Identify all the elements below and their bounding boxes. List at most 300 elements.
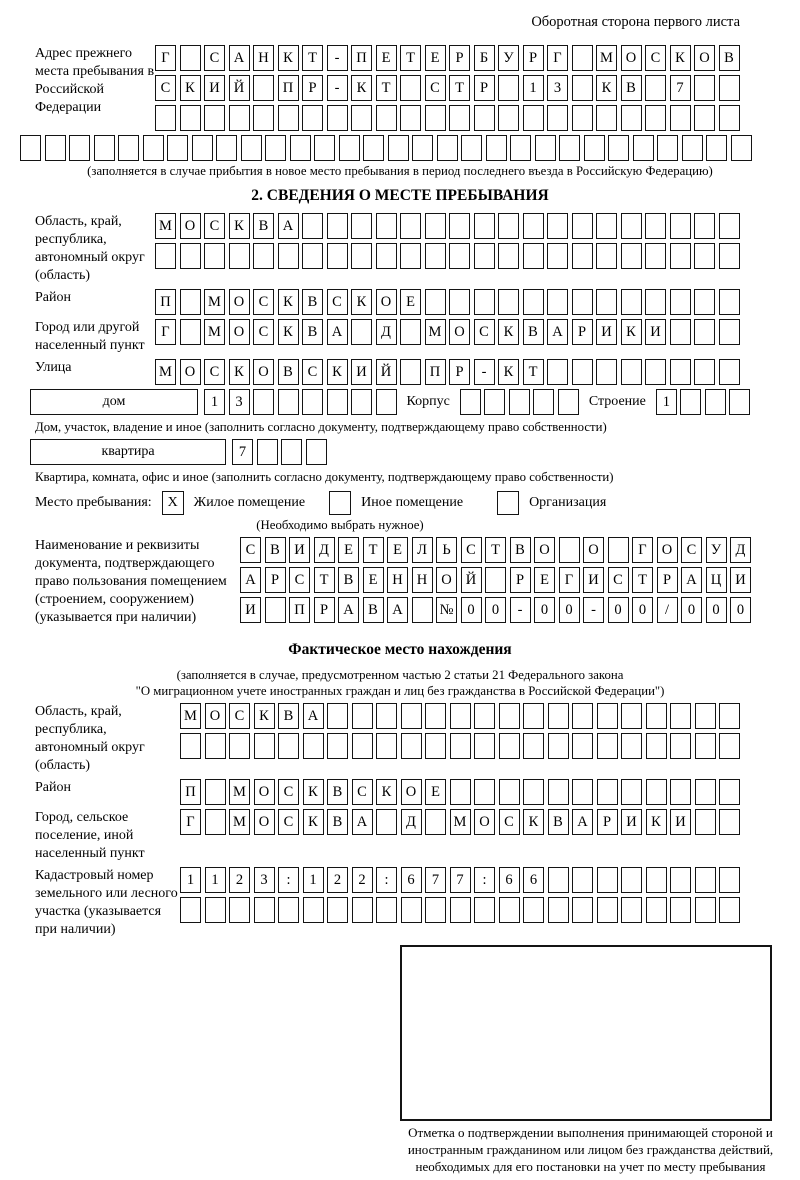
char-cell[interactable]: 7: [670, 75, 691, 101]
char-cell[interactable]: [484, 389, 505, 415]
char-cell[interactable]: [351, 389, 372, 415]
char-cell[interactable]: [670, 703, 691, 729]
char-cell[interactable]: [400, 319, 421, 345]
char-cell[interactable]: Т: [314, 567, 335, 593]
char-cell[interactable]: [45, 135, 66, 161]
char-cell[interactable]: [572, 867, 593, 893]
char-cell[interactable]: К: [229, 213, 250, 239]
char-cell[interactable]: [460, 389, 481, 415]
char-cell[interactable]: Р: [314, 597, 335, 623]
char-cell[interactable]: [278, 897, 299, 923]
char-cell[interactable]: М: [425, 319, 446, 345]
char-cell[interactable]: А: [229, 45, 250, 71]
char-cell[interactable]: [695, 703, 716, 729]
char-cell[interactable]: С: [425, 75, 446, 101]
char-cell[interactable]: К: [621, 319, 642, 345]
char-cell[interactable]: Г: [632, 537, 653, 563]
char-cell[interactable]: Д: [376, 319, 397, 345]
char-cell[interactable]: [645, 105, 666, 131]
char-cell[interactable]: [621, 289, 642, 315]
char-cell[interactable]: О: [253, 359, 274, 385]
char-cell[interactable]: [363, 135, 384, 161]
char-cell[interactable]: [547, 359, 568, 385]
char-cell[interactable]: А: [327, 319, 348, 345]
char-cell[interactable]: [645, 289, 666, 315]
char-cell[interactable]: [351, 319, 372, 345]
char-cell[interactable]: [670, 105, 691, 131]
char-cell[interactable]: С: [278, 809, 299, 835]
char-cell[interactable]: [548, 733, 569, 759]
char-cell[interactable]: [303, 733, 324, 759]
char-cell[interactable]: Е: [387, 537, 408, 563]
char-cell[interactable]: [278, 733, 299, 759]
char-cell[interactable]: В: [302, 319, 323, 345]
char-cell[interactable]: [523, 243, 544, 269]
char-cell[interactable]: А: [338, 597, 359, 623]
char-cell[interactable]: [608, 135, 629, 161]
char-cell[interactable]: [670, 319, 691, 345]
char-cell[interactable]: О: [657, 537, 678, 563]
char-cell[interactable]: [265, 597, 286, 623]
char-cell[interactable]: [306, 439, 327, 465]
char-cell[interactable]: Е: [534, 567, 555, 593]
char-cell[interactable]: [180, 289, 201, 315]
char-cell[interactable]: [572, 779, 593, 805]
char-cell[interactable]: [449, 243, 470, 269]
char-cell[interactable]: [597, 703, 618, 729]
char-cell[interactable]: [548, 897, 569, 923]
char-cell[interactable]: [621, 243, 642, 269]
char-cell[interactable]: [719, 733, 740, 759]
char-cell[interactable]: В: [327, 779, 348, 805]
char-cell[interactable]: [302, 213, 323, 239]
char-cell[interactable]: О: [436, 567, 457, 593]
char-cell[interactable]: М: [229, 809, 250, 835]
char-cell[interactable]: [205, 809, 226, 835]
char-cell[interactable]: К: [351, 75, 372, 101]
char-cell[interactable]: [670, 243, 691, 269]
char-cell[interactable]: [327, 105, 348, 131]
char-cell[interactable]: [257, 439, 278, 465]
char-cell[interactable]: И: [596, 319, 617, 345]
char-cell[interactable]: 6: [499, 867, 520, 893]
char-cell[interactable]: [523, 897, 544, 923]
char-cell[interactable]: И: [645, 319, 666, 345]
char-cell[interactable]: И: [730, 567, 751, 593]
char-cell[interactable]: К: [596, 75, 617, 101]
char-cell[interactable]: [731, 135, 752, 161]
char-cell[interactable]: В: [302, 289, 323, 315]
char-cell[interactable]: [180, 45, 201, 71]
char-cell[interactable]: [523, 213, 544, 239]
char-cell[interactable]: Й: [229, 75, 250, 101]
char-cell[interactable]: [621, 703, 642, 729]
char-cell[interactable]: О: [254, 779, 275, 805]
char-cell[interactable]: Р: [302, 75, 323, 101]
char-cell[interactable]: Р: [449, 359, 470, 385]
char-cell[interactable]: [205, 897, 226, 923]
char-cell[interactable]: В: [338, 567, 359, 593]
char-cell[interactable]: Т: [449, 75, 470, 101]
char-cell[interactable]: В: [548, 809, 569, 835]
char-cell[interactable]: С: [461, 537, 482, 563]
char-cell[interactable]: [253, 389, 274, 415]
char-cell[interactable]: Е: [376, 45, 397, 71]
char-cell[interactable]: Р: [510, 567, 531, 593]
char-cell[interactable]: Т: [485, 537, 506, 563]
char-cell[interactable]: С: [204, 213, 225, 239]
char-cell[interactable]: П: [180, 779, 201, 805]
char-cell[interactable]: [327, 389, 348, 415]
char-cell[interactable]: В: [278, 703, 299, 729]
char-cell[interactable]: [180, 733, 201, 759]
char-cell[interactable]: [498, 75, 519, 101]
char-cell[interactable]: :: [278, 867, 299, 893]
char-cell[interactable]: [572, 243, 593, 269]
char-cell[interactable]: [559, 537, 580, 563]
char-cell[interactable]: [670, 213, 691, 239]
char-cell[interactable]: [646, 867, 667, 893]
char-cell[interactable]: [547, 105, 568, 131]
char-cell[interactable]: [719, 213, 740, 239]
char-cell[interactable]: [694, 75, 715, 101]
char-cell[interactable]: [450, 703, 471, 729]
char-cell[interactable]: [547, 213, 568, 239]
char-cell[interactable]: К: [498, 359, 519, 385]
char-cell[interactable]: [729, 389, 750, 415]
char-cell[interactable]: И: [583, 567, 604, 593]
char-cell[interactable]: [695, 809, 716, 835]
char-cell[interactable]: О: [229, 289, 250, 315]
char-cell[interactable]: [302, 243, 323, 269]
char-cell[interactable]: [351, 105, 372, 131]
char-cell[interactable]: [229, 243, 250, 269]
char-cell[interactable]: [180, 243, 201, 269]
char-cell[interactable]: Т: [523, 359, 544, 385]
char-cell[interactable]: 1: [205, 867, 226, 893]
char-cell[interactable]: Г: [559, 567, 580, 593]
char-cell[interactable]: О: [449, 319, 470, 345]
char-cell[interactable]: Н: [412, 567, 433, 593]
char-cell[interactable]: 3: [547, 75, 568, 101]
char-cell[interactable]: [253, 243, 274, 269]
char-cell[interactable]: 0: [706, 597, 727, 623]
char-cell[interactable]: М: [180, 703, 201, 729]
char-cell[interactable]: [281, 439, 302, 465]
char-cell[interactable]: [559, 135, 580, 161]
char-cell[interactable]: [94, 135, 115, 161]
char-cell[interactable]: К: [303, 809, 324, 835]
char-cell[interactable]: [719, 75, 740, 101]
char-cell[interactable]: Г: [155, 319, 176, 345]
char-cell[interactable]: [376, 733, 397, 759]
char-cell[interactable]: [352, 703, 373, 729]
char-cell[interactable]: [645, 359, 666, 385]
char-cell[interactable]: [657, 135, 678, 161]
char-cell[interactable]: [400, 75, 421, 101]
char-cell[interactable]: О: [534, 537, 555, 563]
char-cell[interactable]: [204, 105, 225, 131]
char-cell[interactable]: [670, 897, 691, 923]
char-cell[interactable]: [205, 733, 226, 759]
char-cell[interactable]: [680, 389, 701, 415]
char-cell[interactable]: [425, 733, 446, 759]
char-cell[interactable]: [425, 105, 446, 131]
char-cell[interactable]: О: [254, 809, 275, 835]
checkbox-residential[interactable]: X: [162, 491, 184, 515]
char-cell[interactable]: [241, 135, 262, 161]
char-cell[interactable]: [327, 897, 348, 923]
char-cell[interactable]: П: [289, 597, 310, 623]
char-cell[interactable]: К: [278, 45, 299, 71]
char-cell[interactable]: [499, 897, 520, 923]
char-cell[interactable]: [695, 897, 716, 923]
char-cell[interactable]: Е: [425, 45, 446, 71]
char-cell[interactable]: [412, 597, 433, 623]
char-cell[interactable]: Н: [253, 45, 274, 71]
char-cell[interactable]: 1: [180, 867, 201, 893]
char-cell[interactable]: -: [474, 359, 495, 385]
char-cell[interactable]: С: [240, 537, 261, 563]
char-cell[interactable]: [510, 135, 531, 161]
char-cell[interactable]: Р: [597, 809, 618, 835]
char-cell[interactable]: 1: [656, 389, 677, 415]
char-cell[interactable]: [498, 105, 519, 131]
char-cell[interactable]: [523, 703, 544, 729]
char-cell[interactable]: [180, 319, 201, 345]
char-cell[interactable]: 0: [485, 597, 506, 623]
char-cell[interactable]: [290, 135, 311, 161]
char-cell[interactable]: Ь: [436, 537, 457, 563]
char-cell[interactable]: В: [265, 537, 286, 563]
char-cell[interactable]: [474, 243, 495, 269]
char-cell[interactable]: 1: [303, 867, 324, 893]
char-cell[interactable]: П: [155, 289, 176, 315]
char-cell[interactable]: С: [681, 537, 702, 563]
char-cell[interactable]: [498, 289, 519, 315]
char-cell[interactable]: К: [278, 289, 299, 315]
checkbox-organization[interactable]: [497, 491, 519, 515]
char-cell[interactable]: [327, 213, 348, 239]
char-cell[interactable]: [621, 105, 642, 131]
char-cell[interactable]: О: [180, 213, 201, 239]
checkbox-other-premises[interactable]: [329, 491, 351, 515]
char-cell[interactable]: Г: [547, 45, 568, 71]
char-cell[interactable]: [646, 779, 667, 805]
char-cell[interactable]: [449, 289, 470, 315]
char-cell[interactable]: 2: [229, 867, 250, 893]
char-cell[interactable]: С: [474, 319, 495, 345]
char-cell[interactable]: 6: [401, 867, 422, 893]
char-cell[interactable]: Й: [461, 567, 482, 593]
char-cell[interactable]: [499, 703, 520, 729]
char-cell[interactable]: Н: [387, 567, 408, 593]
char-cell[interactable]: У: [498, 45, 519, 71]
char-cell[interactable]: [719, 867, 740, 893]
char-cell[interactable]: [621, 897, 642, 923]
char-cell[interactable]: [670, 289, 691, 315]
char-cell[interactable]: [204, 243, 225, 269]
char-cell[interactable]: [547, 243, 568, 269]
char-cell[interactable]: [461, 135, 482, 161]
char-cell[interactable]: А: [240, 567, 261, 593]
char-cell[interactable]: [694, 359, 715, 385]
char-cell[interactable]: [499, 733, 520, 759]
char-cell[interactable]: [254, 897, 275, 923]
char-cell[interactable]: [205, 779, 226, 805]
char-cell[interactable]: [155, 105, 176, 131]
char-cell[interactable]: 3: [229, 389, 250, 415]
char-cell[interactable]: [719, 319, 740, 345]
char-cell[interactable]: [719, 779, 740, 805]
char-cell[interactable]: [608, 537, 629, 563]
char-cell[interactable]: О: [229, 319, 250, 345]
char-cell[interactable]: М: [229, 779, 250, 805]
char-cell[interactable]: С: [327, 289, 348, 315]
char-cell[interactable]: К: [646, 809, 667, 835]
char-cell[interactable]: [400, 213, 421, 239]
char-cell[interactable]: [535, 135, 556, 161]
char-cell[interactable]: [694, 213, 715, 239]
char-cell[interactable]: [278, 243, 299, 269]
char-cell[interactable]: [216, 135, 237, 161]
char-cell[interactable]: [695, 867, 716, 893]
char-cell[interactable]: С: [229, 703, 250, 729]
char-cell[interactable]: 2: [352, 867, 373, 893]
char-cell[interactable]: [486, 135, 507, 161]
char-cell[interactable]: П: [278, 75, 299, 101]
char-cell[interactable]: Д: [401, 809, 422, 835]
char-cell[interactable]: :: [376, 867, 397, 893]
char-cell[interactable]: /: [657, 597, 678, 623]
char-cell[interactable]: И: [240, 597, 261, 623]
char-cell[interactable]: С: [204, 359, 225, 385]
char-cell[interactable]: [719, 897, 740, 923]
char-cell[interactable]: А: [572, 809, 593, 835]
char-cell[interactable]: 1: [523, 75, 544, 101]
char-cell[interactable]: К: [523, 809, 544, 835]
char-cell[interactable]: Р: [572, 319, 593, 345]
char-cell[interactable]: М: [155, 213, 176, 239]
char-cell[interactable]: [645, 213, 666, 239]
char-cell[interactable]: [621, 779, 642, 805]
char-cell[interactable]: [706, 135, 727, 161]
char-cell[interactable]: [339, 135, 360, 161]
char-cell[interactable]: [388, 135, 409, 161]
char-cell[interactable]: М: [204, 289, 225, 315]
char-cell[interactable]: [474, 289, 495, 315]
char-cell[interactable]: В: [363, 597, 384, 623]
char-cell[interactable]: [572, 45, 593, 71]
char-cell[interactable]: [474, 213, 495, 239]
char-cell[interactable]: [584, 135, 605, 161]
char-cell[interactable]: Р: [474, 75, 495, 101]
char-cell[interactable]: [118, 135, 139, 161]
char-cell[interactable]: [376, 243, 397, 269]
char-cell[interactable]: М: [204, 319, 225, 345]
char-cell[interactable]: [302, 105, 323, 131]
char-cell[interactable]: [572, 213, 593, 239]
char-cell[interactable]: [499, 779, 520, 805]
char-cell[interactable]: Т: [400, 45, 421, 71]
char-cell[interactable]: 2: [327, 867, 348, 893]
char-cell[interactable]: [694, 243, 715, 269]
char-cell[interactable]: А: [303, 703, 324, 729]
char-cell[interactable]: [596, 243, 617, 269]
char-cell[interactable]: [719, 703, 740, 729]
char-cell[interactable]: В: [719, 45, 740, 71]
char-cell[interactable]: С: [645, 45, 666, 71]
char-cell[interactable]: [682, 135, 703, 161]
char-cell[interactable]: [437, 135, 458, 161]
char-cell[interactable]: [596, 105, 617, 131]
char-cell[interactable]: [69, 135, 90, 161]
char-cell[interactable]: [400, 243, 421, 269]
char-cell[interactable]: [302, 389, 323, 415]
char-cell[interactable]: [646, 703, 667, 729]
char-cell[interactable]: С: [302, 359, 323, 385]
char-cell[interactable]: [474, 733, 495, 759]
char-cell[interactable]: И: [351, 359, 372, 385]
char-cell[interactable]: [533, 389, 554, 415]
char-cell[interactable]: [597, 779, 618, 805]
char-cell[interactable]: С: [155, 75, 176, 101]
char-cell[interactable]: 0: [608, 597, 629, 623]
char-cell[interactable]: Р: [265, 567, 286, 593]
char-cell[interactable]: [327, 703, 348, 729]
char-cell[interactable]: С: [352, 779, 373, 805]
char-cell[interactable]: Д: [314, 537, 335, 563]
char-cell[interactable]: [572, 105, 593, 131]
char-cell[interactable]: [254, 733, 275, 759]
char-cell[interactable]: [253, 105, 274, 131]
char-cell[interactable]: 0: [461, 597, 482, 623]
char-cell[interactable]: [547, 289, 568, 315]
char-cell[interactable]: Т: [363, 537, 384, 563]
char-cell[interactable]: [376, 389, 397, 415]
char-cell[interactable]: [719, 289, 740, 315]
char-cell[interactable]: 7: [450, 867, 471, 893]
char-cell[interactable]: К: [376, 779, 397, 805]
char-cell[interactable]: [425, 243, 446, 269]
char-cell[interactable]: [646, 733, 667, 759]
char-cell[interactable]: [572, 359, 593, 385]
char-cell[interactable]: [474, 105, 495, 131]
char-cell[interactable]: [352, 897, 373, 923]
char-cell[interactable]: К: [351, 289, 372, 315]
char-cell[interactable]: В: [510, 537, 531, 563]
char-cell[interactable]: Г: [180, 809, 201, 835]
char-cell[interactable]: [509, 389, 530, 415]
char-cell[interactable]: Е: [363, 567, 384, 593]
char-cell[interactable]: [352, 733, 373, 759]
char-cell[interactable]: К: [498, 319, 519, 345]
char-cell[interactable]: К: [278, 319, 299, 345]
char-cell[interactable]: [376, 809, 397, 835]
char-cell[interactable]: -: [327, 75, 348, 101]
char-cell[interactable]: М: [450, 809, 471, 835]
char-cell[interactable]: 0: [681, 597, 702, 623]
char-cell[interactable]: [523, 779, 544, 805]
char-cell[interactable]: [645, 75, 666, 101]
char-cell[interactable]: О: [401, 779, 422, 805]
char-cell[interactable]: [485, 567, 506, 593]
char-cell[interactable]: [705, 389, 726, 415]
char-cell[interactable]: [558, 389, 579, 415]
char-cell[interactable]: С: [253, 319, 274, 345]
char-cell[interactable]: И: [204, 75, 225, 101]
char-cell[interactable]: [401, 703, 422, 729]
